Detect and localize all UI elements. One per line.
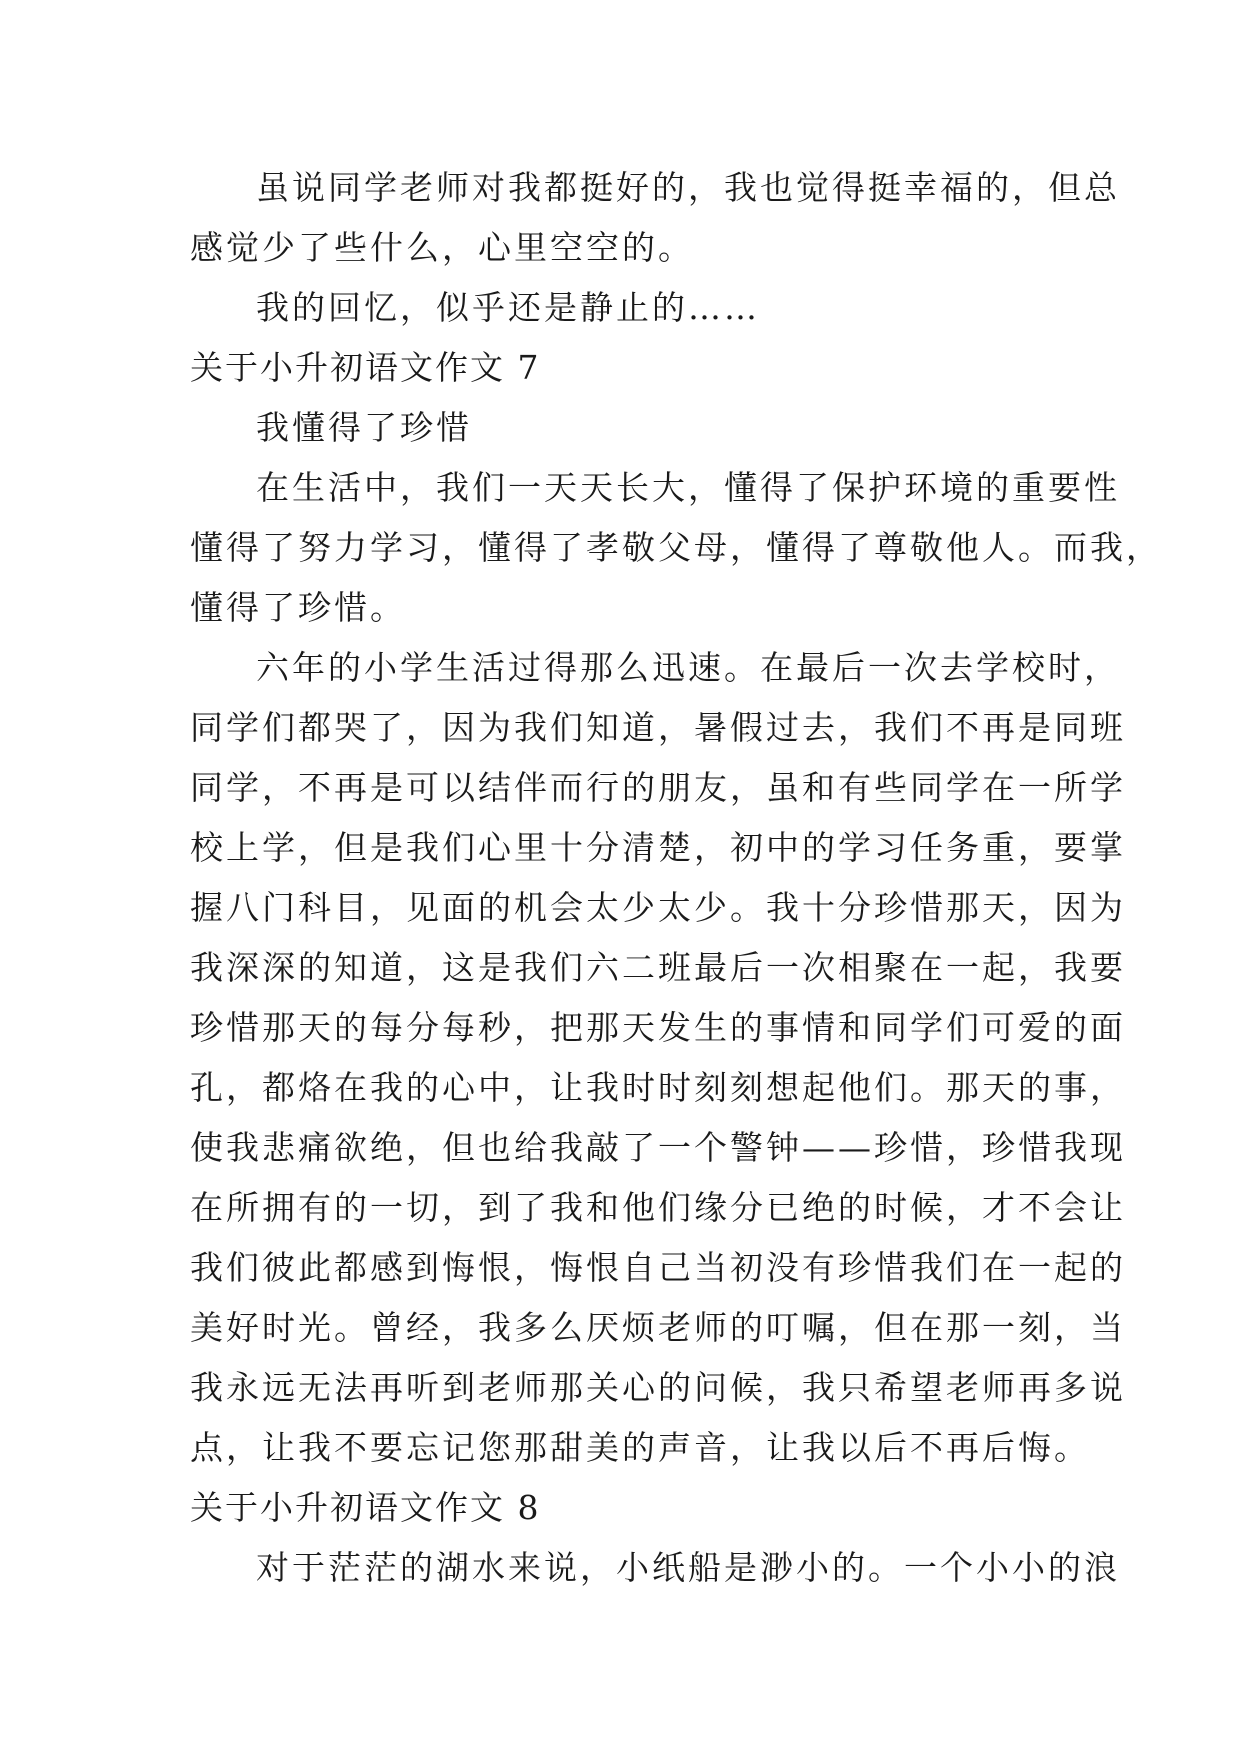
paragraph-line: 六年的小学生活过得那么迅速。在最后一次去学校时，	[256, 648, 1120, 687]
paragraph-line: 珍惜那天的每分每秒，把那天发生的事情和同学们可爱的面	[190, 1008, 1126, 1047]
paragraph-line: 我们彼此都感到悔恨，悔恨自己当初没有珍惜我们在一起的	[190, 1248, 1126, 1287]
section-heading: 关于小升初语文作文 8	[190, 1488, 541, 1527]
paragraph-line: 我深深的知道，这是我们六二班最后一次相聚在一起，我要	[190, 948, 1126, 987]
paragraph-line: 我永远无法再听到老师那关心的问候，我只希望老师再多说	[190, 1368, 1126, 1407]
paragraph-line: 校上学，但是我们心里十分清楚，初中的学习任务重，要掌	[190, 828, 1126, 867]
paragraph-line: 对于茫茫的湖水来说，小纸船是渺小的。一个小小的浪	[256, 1548, 1120, 1587]
essay-title: 我懂得了珍惜	[256, 408, 472, 447]
paragraph-line: 美好时光。曾经，我多么厌烦老师的叮嘱，但在那一刻，当	[190, 1308, 1126, 1347]
paragraph-line: 同学，不再是可以结伴而行的朋友，虽和有些同学在一所学	[190, 768, 1126, 807]
paragraph-line: 同学们都哭了，因为我们知道，暑假过去，我们不再是同班	[190, 708, 1126, 747]
paragraph-line: 懂得了努力学习，懂得了孝敬父母，懂得了尊敬他人。而我，	[190, 528, 1162, 567]
paragraph-line: 虽说同学老师对我都挺好的，我也觉得挺幸福的，但总	[256, 168, 1120, 207]
paragraph-line: 点，让我不要忘记您那甜美的声音，让我以后不再后悔。	[190, 1428, 1090, 1467]
paragraph-line: 握八门科目，见面的机会太少太少。我十分珍惜那天，因为	[190, 888, 1126, 927]
paragraph-line: 在生活中，我们一天天长大，懂得了保护环境的重要性	[256, 468, 1120, 507]
paragraph-line: 我的回忆，似乎还是静止的……	[256, 288, 760, 327]
paragraph-line: 懂得了珍惜。	[190, 588, 406, 627]
paragraph-line: 感觉少了些什么，心里空空的。	[190, 228, 694, 267]
paragraph-line: 孔，都烙在我的心中，让我时时刻刻想起他们。那天的事，	[190, 1068, 1126, 1107]
section-heading: 关于小升初语文作文 7	[190, 348, 541, 387]
paragraph-line: 使我悲痛欲绝，但也给我敲了一个警钟——珍惜，珍惜我现	[190, 1128, 1126, 1167]
paragraph-line: 在所拥有的一切，到了我和他们缘分已绝的时候，才不会让	[190, 1188, 1126, 1227]
